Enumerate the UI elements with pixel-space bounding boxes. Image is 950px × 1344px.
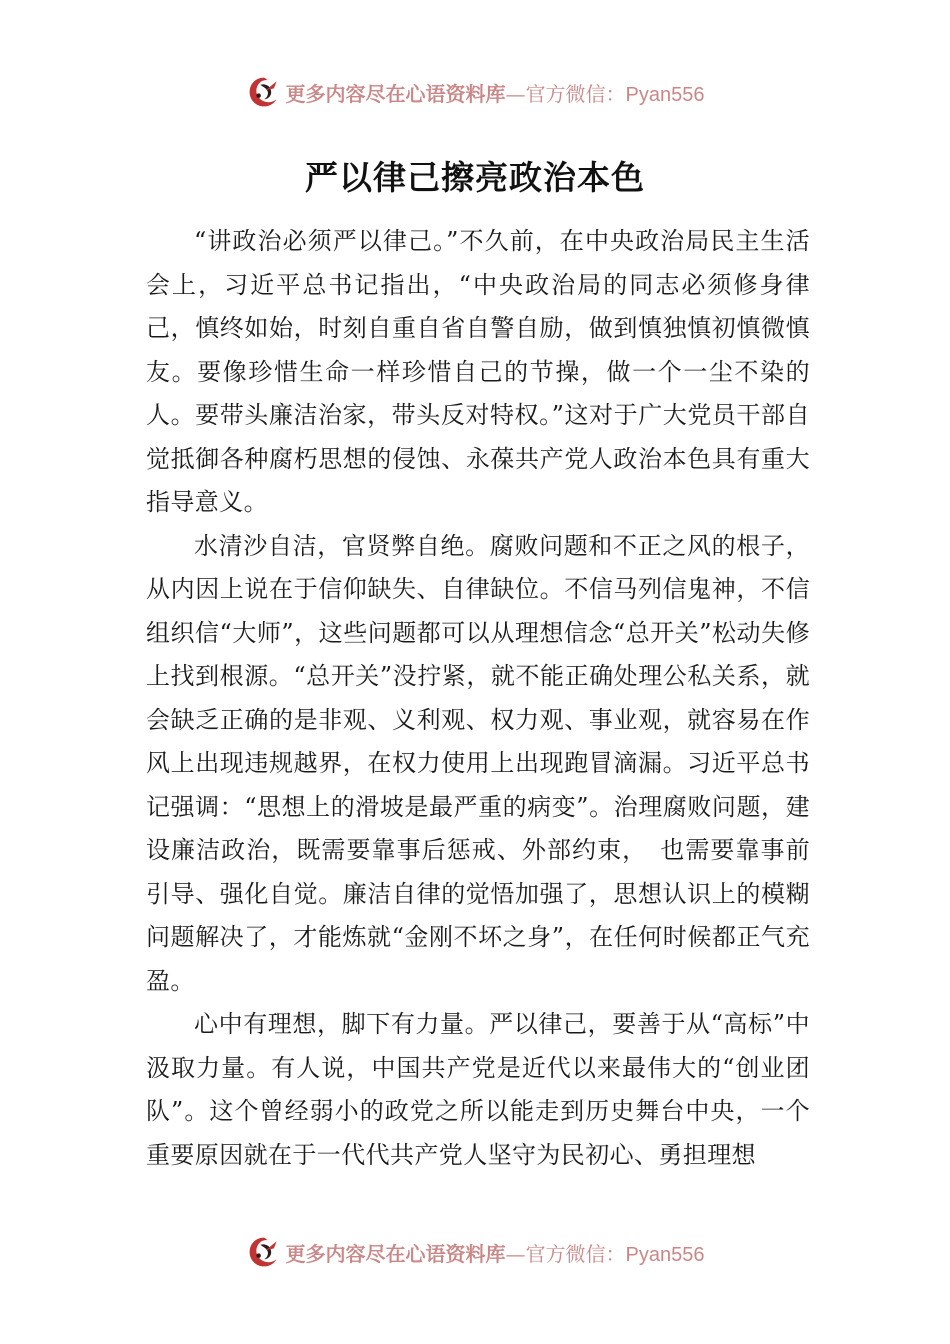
header-separator: —: [505, 81, 526, 106]
header-banner: [0, 72, 950, 112]
paragraph-1: “讲政治必须严以律己。”不久前，在中央政治局民主生活会上，习近平总书记指出，“中央政治局的同志必须修身律己，慎终如始，时刻自重自省自警自励，做到慎独慎初慎微慎友。要像珍惜生命一样珍惜自己的节操，做一个一尘不染的人。要带头廉洁治家，带头反对特权。”这对于广大党员干部自觉抵御各种腐朽思想的侵蚀、永葆共产党人政治本色具有重大指导意义。: [146, 227, 810, 516]
brand-logo-icon: [246, 74, 282, 110]
footer-banner: [0, 1232, 950, 1272]
document-body: [146, 220, 810, 1177]
footer-brand-text: 更多内容尽在心语资料库: [285, 1241, 506, 1266]
footer-separator: —: [505, 1241, 526, 1266]
paragraph-3: 心中有理想，脚下有力量。严以律己，要善于从“高标”中汲取力量。有人说，中国共产党是近代以来最伟大的“创业团队”。这个曾经弱小的政党之所以能走到历史舞台中央，一个重要原因就在于一代代共产党人坚守为民初心、勇担理想: [146, 1010, 810, 1169]
footer-official-label: 官方微信：: [525, 1241, 626, 1266]
footer-banner-text: [286, 1238, 705, 1267]
footer-brand-logo-icon: [246, 1234, 282, 1270]
footer-wechat-id: Pyan556: [625, 1243, 705, 1266]
header-official-label: 官方微信：: [525, 81, 626, 106]
header-banner-text: [286, 78, 705, 107]
header-brand-text: 更多内容尽在心语资料库: [285, 81, 506, 106]
paragraph-2: 水清沙自洁，官贤弊自绝。腐败问题和不正之风的根子，从内因上说在于信仰缺失、自律缺位。不信马列信鬼神，不信组织信“大师”，这些问题都可以从理想信念“总开关”松动失修上找到根源。“总开关”没拧紧，就不能正确处理公私关系，就会缺乏正确的是非观、义利观、权力观、事业观，就容易在作风上出现违规越界，在权力使用上出现跑冒滴漏。习近平总书记强调：“思想上的滑坡是最严重的病变”。治理腐败问题，建设廉洁政治，既需要靠事后惩戒、外部约束， 也需要靠事前引导、强化自觉。廉洁自律的觉悟加强了，思想认识上的模糊问题解决了，才能炼就“金刚不坏之身”，在任何时候都正气充盈。: [146, 531, 810, 995]
header-wechat-id: Pyan556: [625, 83, 705, 106]
document-title: 严以律己擦亮政治本色: [305, 158, 645, 197]
